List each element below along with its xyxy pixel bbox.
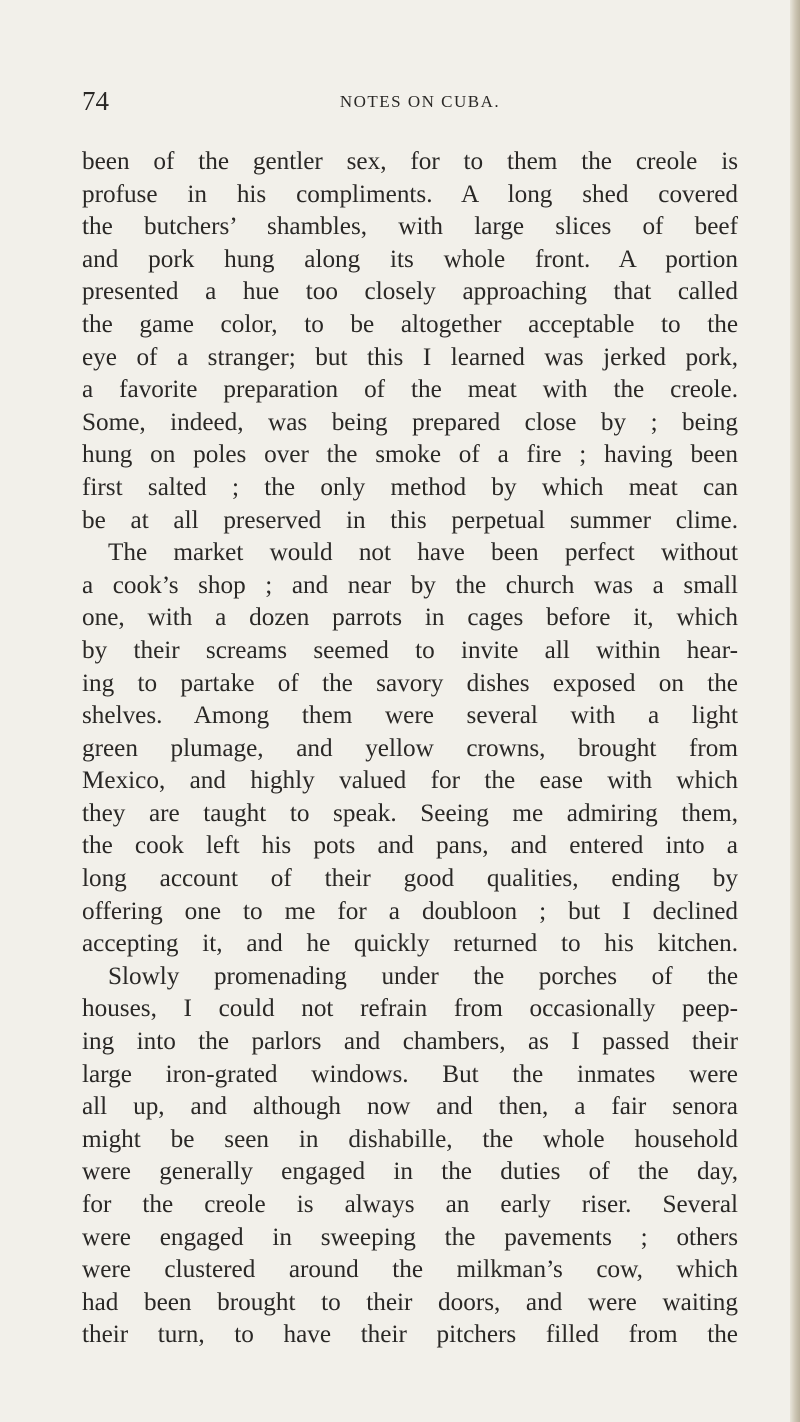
text-line: ing into the parlors and chambers, as I passed their <box>82 1028 738 1056</box>
text-line: offering one to me for a doubloon ; but I declined <box>82 897 738 925</box>
text-line: were generally engaged in the duties of the day, <box>82 1158 738 1186</box>
page-number: 74 <box>82 86 109 116</box>
text-line: a favorite preparation of the meat with the creole. <box>82 376 738 404</box>
text-line: had been brought to their doors, and were waiting <box>82 1288 738 1316</box>
text-line: hung on poles over the smoke of a fire ; having been <box>82 441 738 469</box>
text-line: one, with a dozen parrots in cages before it, which <box>82 604 738 632</box>
text-line: were engaged in sweeping the pavements ; others <box>82 1223 738 1251</box>
text-line: the butchers’ shambles, with large slices of beef <box>82 213 738 241</box>
text-line: were clustered around the milkman’s cow, which <box>82 1256 738 1284</box>
text-line: presented a hue too closely approaching that called <box>82 278 738 306</box>
text-line: green plumage, and yellow crowns, brought from <box>82 734 738 762</box>
text-line: be at all preserved in this perpetual summer clime. <box>82 506 738 534</box>
body-text <box>82 146 738 1352</box>
text-line: might be seen in dishabille, the whole household <box>82 1125 738 1153</box>
text-line: long account of their good qualities, ending by <box>82 865 738 893</box>
text-line: ing to partake of the savory dishes exposed on the <box>82 669 738 697</box>
text-line: Slowly promenading under the porches of the <box>108 962 738 990</box>
running-title: NOTES ON CUBA. <box>339 92 501 111</box>
text-line: their turn, to have their pitchers filled from the <box>82 1321 738 1349</box>
text-line: been of the gentler sex, for to them the creole is <box>82 148 738 175</box>
text-line: Mexico, and highly valued for the ease with which <box>82 767 738 795</box>
text-line: all up, and although now and then, a fair senora <box>82 1093 738 1121</box>
text-line: the game color, to be altogether acceptable to the <box>82 310 738 338</box>
text-line: by their screams seemed to invite all within hear- <box>82 636 738 664</box>
text-line: the cook left his pots and pans, and entered into a <box>82 832 738 860</box>
text-line: they are taught to speak. Seeing me admiring them, <box>82 799 738 827</box>
text-line: a cook’s shop ; and near by the church was a small <box>82 571 738 599</box>
text-line: shelves. Among them were several with a light <box>82 702 738 730</box>
text-line: large iron-grated windows. But the inmates were <box>82 1060 738 1088</box>
text-line: Some, indeed, was being prepared close by ; being <box>82 408 738 436</box>
text-line: houses, I could not refrain from occasionally peep- <box>82 995 738 1023</box>
text-line: for the creole is always an early riser. Several <box>82 1191 738 1218</box>
text-line: and pork hung along its whole front. A portion <box>82 245 738 273</box>
text-line: eye of a stranger; but this I learned was jerked pork, <box>82 343 738 371</box>
text-line: profuse in his compliments. A long shed covered <box>82 180 738 208</box>
text-line: The market would not have been perfect without <box>108 539 738 567</box>
text-line: accepting it, and he quickly returned to his kitchen. <box>82 930 738 958</box>
page-edge <box>790 0 800 1422</box>
text-line: first salted ; the only method by which meat can <box>82 473 738 501</box>
